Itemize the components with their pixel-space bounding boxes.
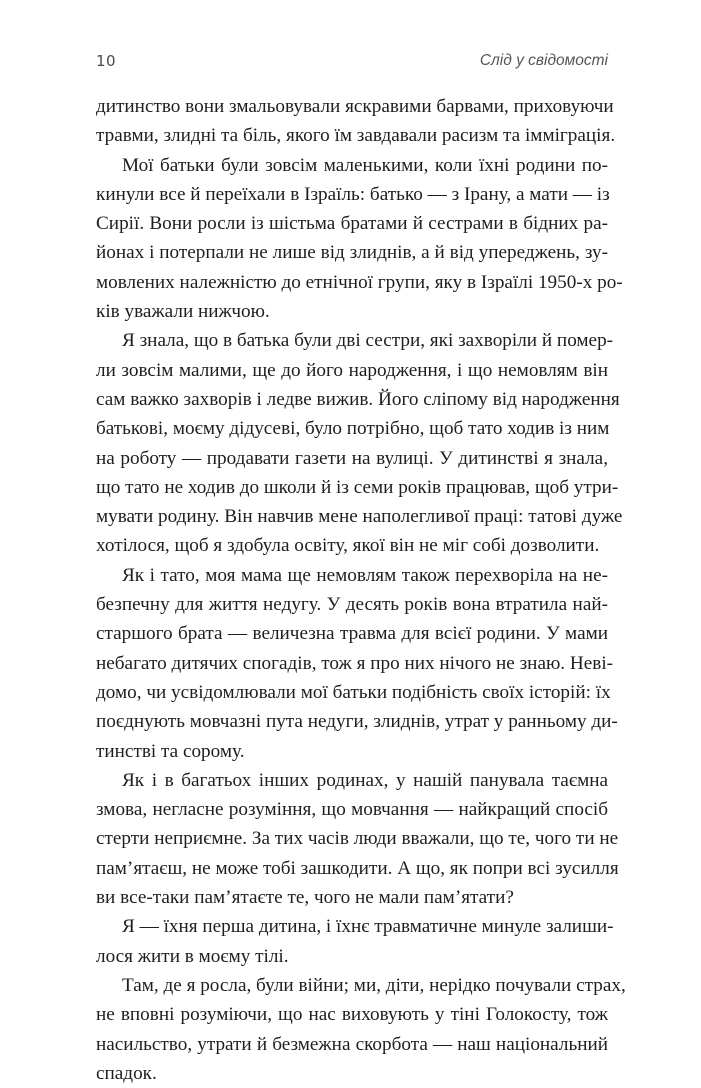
- text-line: насильство, утрати й безмежна скорбота — наш національний: [96, 1033, 608, 1055]
- text-line: Я знала, що в батька були дві сестри, які захворіли й помер-: [122, 330, 614, 352]
- text-line: домо, чи усвідомлювали мої батьки подібність своїх історій: їх: [96, 681, 611, 703]
- text-line: лося жити в моєму тілі.: [96, 945, 289, 967]
- text-line: йонах і потерпали не лише від злиднів, а й від упереджень, зу-: [96, 242, 608, 264]
- text-line: Як і тато, моя мама ще немовлям також перехворіла на не-: [122, 564, 608, 586]
- text-line: кинули все й переїхали в Ізраїль: батько — з Ірану, а мати — із: [96, 183, 610, 205]
- text-line: ків уважали нижчою.: [96, 301, 270, 323]
- paragraph: [96, 912, 614, 971]
- text-line: Як і в багатьох інших родинах, у нашій панувала таємна: [122, 769, 608, 791]
- text-line: безпечну для життя недугу. У десять років вона втратила най-: [96, 594, 608, 616]
- running-head: [96, 52, 608, 74]
- text-line: не вповні розуміючи, що нас виховують у тіні Голокосту, тож: [96, 1004, 608, 1026]
- paragraph: [96, 561, 618, 766]
- text-line: змова, негласне розуміння, що мовчання — найкращий спосіб: [96, 799, 608, 821]
- paragraph: [96, 92, 616, 151]
- text-line: мувати родину. Він навчив мене наполегливої праці: татові дуже: [96, 506, 623, 528]
- running-title: Слід у свідомості: [479, 52, 608, 69]
- text-line: Там, де я росла, були війни; ми, діти, нерідко почували страх,: [122, 974, 626, 996]
- text-line: ви все-таки пам’ятаєте те, чого не мали пам’ятати?: [96, 887, 514, 909]
- text-line: Сирії. Вони росли із шістьма братами й сестрами в бідних ра-: [96, 213, 608, 235]
- text-line: поєднують мовчазні пута недуги, злиднів, утрат у ранньому ди-: [96, 711, 618, 733]
- text-line: ли зовсім малими, ще до його народження, і що немовлям він: [96, 359, 608, 381]
- text-line: сам важко захворів і ледве вижив. Його сліпому від народження: [96, 388, 620, 410]
- body-text: [96, 92, 626, 1088]
- text-line: дитинство вони змальовували яскравими барвами, приховуючи: [96, 96, 614, 117]
- paragraph: [96, 326, 623, 560]
- text-line: старшого брата — величезна травма для всієї родини. У мами: [96, 623, 608, 645]
- paragraph: [96, 151, 623, 327]
- page-number: 10: [96, 52, 117, 70]
- text-line: стерти неприємне. За тих часів люди вважали, що те, чого ти не: [96, 828, 619, 850]
- text-line: батькові, моєму дідусеві, було потрібно, щоб тато ходив із ним: [96, 418, 610, 440]
- text-line: Я — їхня перша дитина, і їхнє травматичне минуле залиши-: [122, 916, 614, 938]
- text-line: тинстві та сорому.: [96, 740, 245, 762]
- text-line: небагато дитячих спогадів, тож я про них нічого не знаю. Неві-: [96, 652, 614, 674]
- text-line: мовлених належністю до етнічної групи, яку в Ізраїлі 1950-х ро-: [96, 271, 623, 293]
- text-line: на роботу — продавати газети на вулиці. У дитинстві я знала,: [96, 447, 608, 469]
- paragraph: [96, 766, 619, 912]
- paragraph: [96, 971, 626, 1088]
- text-line: пам’ятаєш, не може тобі зашкодити. А що, як попри всі зусилля: [96, 857, 619, 879]
- text-line: що тато не ходив до школи й із семи років працював, щоб утри-: [96, 476, 619, 498]
- text-line: спадок.: [96, 1062, 157, 1084]
- text-line: Мої батьки були зовсім маленькими, коли їхні родини по-: [122, 154, 608, 176]
- text-line: хотілося, щоб я здобула освіту, якої він не міг собі дозволити.: [96, 535, 600, 557]
- text-line: травми, злидні та біль, якого їм завдавали расизм та імміграція.: [96, 125, 616, 147]
